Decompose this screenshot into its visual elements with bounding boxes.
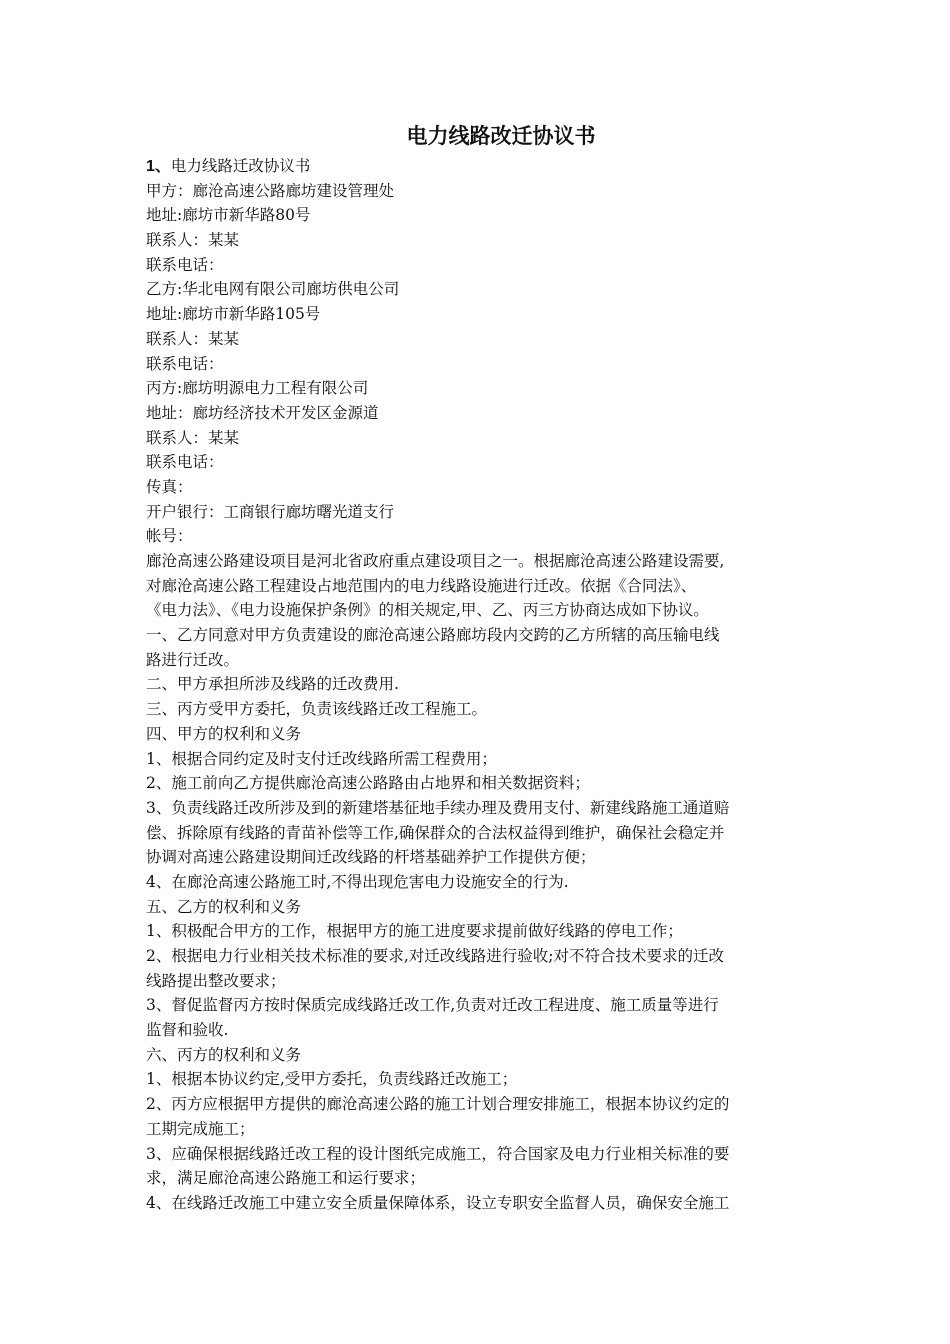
- text-line: 四、甲方的权利和义务: [146, 724, 302, 743]
- text-line: 联系电话：: [146, 255, 224, 274]
- text-line: 1、根据本协议约定,受甲方委托，负责线路迁改施工；: [146, 1070, 518, 1089]
- text-line: 联系人：某某: [146, 329, 240, 348]
- text-line: 廊沧高速公路建设项目是河北省政府重点建设项目之一。根据廊沧高速公路建设需要,: [146, 552, 725, 570]
- text-line: 2、施工前向乙方提供廊沧高速公路路由占地界和相关数据资料；: [146, 774, 590, 793]
- section-heading-text: 电力线路迁改协议书: [170, 157, 311, 175]
- text-line: 3、督促监督丙方按时保质完成线路迁改工作,负责对迁改工程进度、施工质量等进行: [146, 996, 719, 1015]
- text-line: 监督和验收.: [146, 1021, 229, 1040]
- section-heading-number: 1、: [146, 158, 171, 175]
- text-line: 甲方：廊沧高速公路廊坊建设管理处: [146, 181, 395, 200]
- text-line: 2、丙方应根据甲方提供的廊沧高速公路的施工计划合理安排施工，根据本协议约定的: [146, 1095, 730, 1114]
- text-line: 偿、拆除原有线路的青苗补偿等工作,确保群众的合法权益得到维护，确保社会稳定并: [146, 823, 725, 842]
- document-body: [146, 179, 812, 1216]
- text-line: 六、丙方的权利和义务: [146, 1045, 302, 1064]
- text-line: 工期完成施工；: [146, 1119, 255, 1138]
- text-line: 五、乙方的权利和义务: [146, 897, 302, 916]
- text-line: 2、根据电力行业相关技术标准的要求,对迁改线路进行验收;对不符合技术要求的迁改: [146, 947, 725, 965]
- text-line: 4、在线路迁改施工中建立安全质量保障体系，设立专职安全监督人员，确保安全施工: [146, 1193, 730, 1212]
- text-line: 3、应确保根据线路迁改工程的设计图纸完成施工，符合国家及电力行业相关标准的要: [146, 1144, 730, 1163]
- text-line: 二、甲方承担所涉及线路的迁改费用.: [146, 675, 399, 694]
- text-line: 路进行迁改。: [146, 650, 240, 669]
- text-line: 1、根据合同约定及时支付迁改线路所需工程费用；: [146, 749, 497, 768]
- text-line: 一、乙方同意对甲方负责建设的廊沧高速公路廊坊段内交跨的乙方所辖的高压输电线: [146, 626, 720, 645]
- text-line: 3、负责线路迁改所涉及到的新建塔基征地手续办理及费用支付、新建线路施工通道赔: [146, 798, 730, 817]
- text-line: 传真：: [146, 477, 193, 496]
- text-line: 地址：廊坊经济技术开发区金源道: [146, 403, 379, 422]
- text-line: 联系电话：: [146, 354, 224, 373]
- text-line: 地址:廊坊市新华路105号: [146, 305, 321, 324]
- text-line: 对廊沧高速公路工程建设占地范围内的电力线路设施进行迁改。依据《合同法》、: [146, 576, 697, 595]
- text-line: 《电力法》、《电力设施保护条例》的相关规定,甲、乙、丙三方协商达成如下协议。: [146, 601, 709, 620]
- document-page: [146, 118, 812, 1216]
- text-line: 地址:廊坊市新华路80号: [146, 206, 311, 225]
- text-line: 协调对高速公路建设期间迁改线路的杆塔基础养护工作提供方便；: [146, 848, 596, 867]
- text-line: 三、丙方受甲方委托，负责该线路迁改工程施工。: [146, 700, 488, 719]
- text-line: 线路提出整改要求；: [146, 971, 286, 990]
- text-line: 乙方:华北电网有限公司廊坊供电公司: [146, 280, 400, 299]
- text-line: 丙方:廊坊明源电力工程有限公司: [146, 379, 369, 398]
- text-line: 联系电话：: [146, 453, 224, 472]
- text-line: 帐号：: [146, 527, 193, 546]
- text-line: 联系人：某某: [146, 428, 240, 447]
- text-line: 开户银行：工商银行廊坊曙光道支行: [146, 502, 395, 521]
- text-line: 1、积极配合甲方的工作，根据甲方的施工进度要求提前做好线路的停电工作；: [146, 922, 683, 941]
- text-line: 联系人：某某: [146, 231, 240, 250]
- text-line: 4、在廊沧高速公路施工时,不得出现危害电力设施安全的行为.: [146, 872, 569, 891]
- document-title: 电力线路改迁协议书: [406, 124, 596, 148]
- section-heading: [146, 154, 812, 179]
- text-line: 求，满足廊沧高速公路施工和运行要求；: [146, 1169, 426, 1188]
